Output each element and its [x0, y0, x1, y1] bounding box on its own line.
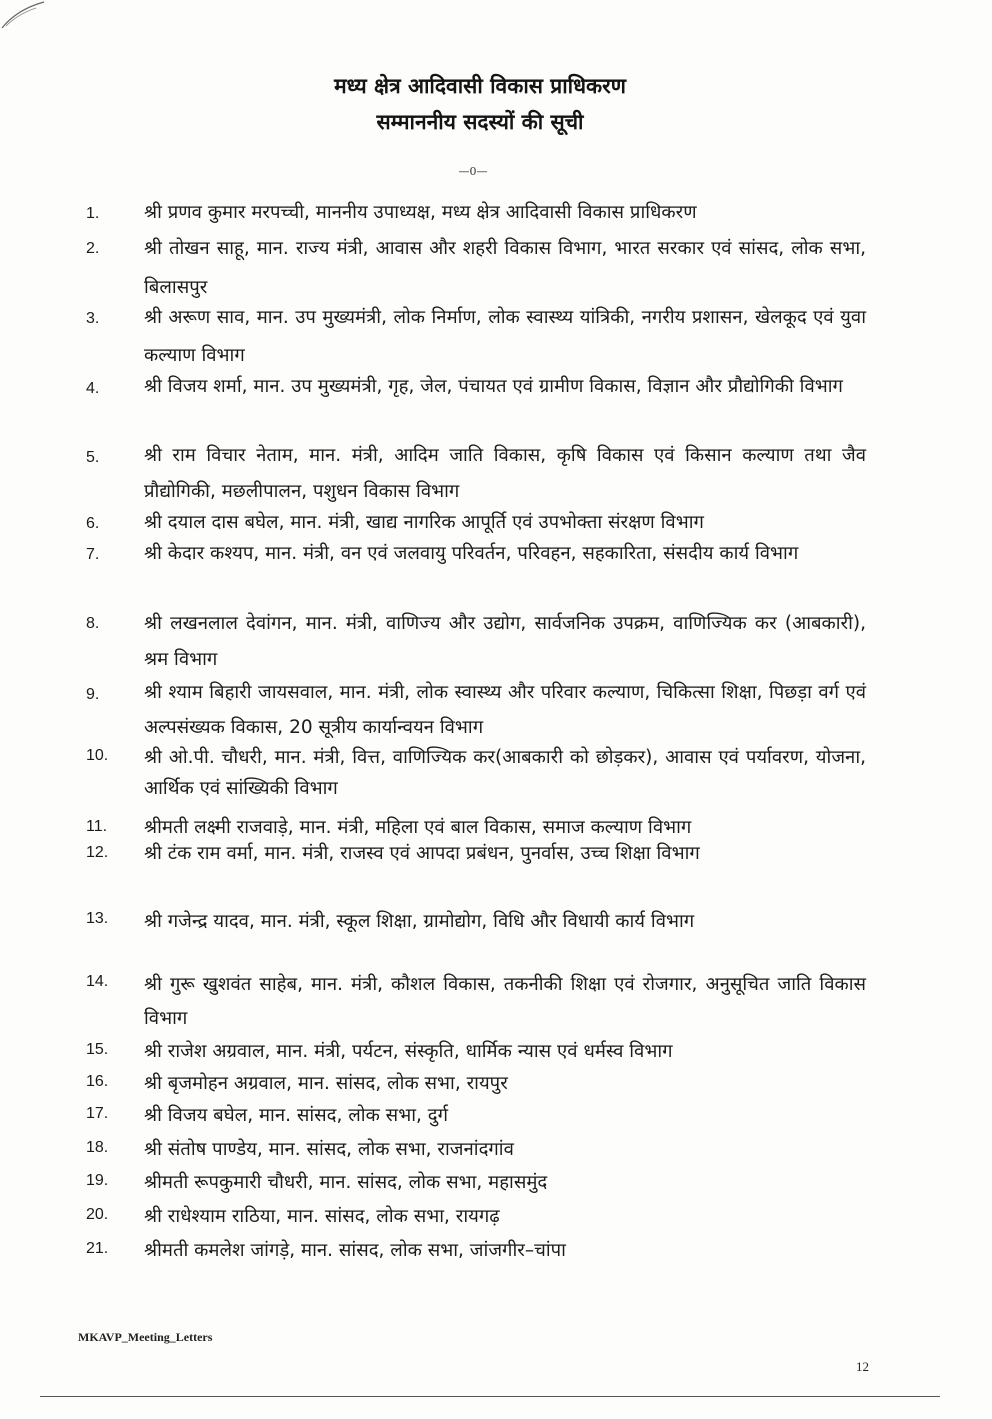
item-text: श्री गजेन्द्र यादव, मान. मंत्री, स्कूल शिक्षा, ग्रामोद्योग, विधि और विधायी कार्य विभाग	[144, 911, 695, 932]
item-text: श्री टंक राम वर्मा, मान. मंत्री, राजस्व एवं आपदा प्रबंधन, पुनर्वास, उच्च शिक्षा विभाग	[144, 843, 700, 864]
item-number: 17.	[86, 1105, 109, 1122]
item-text: श्री विजय शर्मा, मान. उप मुख्यमंत्री, गृह, जेल, पंचायत एवं ग्रामीण विकास, विज्ञान और प्रौद्योगिकी विभाग	[144, 376, 843, 397]
title-line-1: मध्य क्षेत्र आदिवासी विकास प्राधिकरण	[334, 74, 626, 98]
item-number: 18.	[86, 1139, 109, 1156]
item-text: श्री तोखन साहू, मान. राज्य मंत्री, आवास और शहरी विकास विभाग, भारत सरकार एवं सांसद, लोक सभा, बिलासपुर	[144, 238, 866, 298]
item-number: 9.	[86, 686, 100, 703]
item-number: 21.	[86, 1240, 109, 1257]
item-text: श्री केदार कश्यप, मान. मंत्री, वन एवं जलवायु परिवर्तन, परिवहन, सहकारिता, संसदीय कार्य विभाग	[144, 543, 799, 564]
item-number: 1.	[86, 205, 100, 222]
item-text: श्री ओ.पी. चौधरी, मान. मंत्री, वित्त, वाणिज्यिक कर(आबकारी को छोड़कर), आवास एवं पर्यावरण, योजना, आर्थिक एवं सांख्यिकी विभाग	[144, 747, 866, 799]
item-number: 4.	[86, 380, 100, 397]
item-number: 14.	[86, 973, 109, 990]
item-text: श्री श्याम बिहारी जायसवाल, मान. मंत्री, लोक स्वास्थ्य और परिवार कल्याण, चिकित्सा शिक्षा, पिछड़ा वर्ग एवं अल्पसंख्यक विकास, 20 सूत्रीय कार्यान्वयन विभाग	[144, 682, 866, 738]
item-number: 10.	[86, 747, 109, 764]
item-text: श्री प्रणव कुमार मरपच्ची, माननीय उपाध्यक्ष, मध्य क्षेत्र आदिवासी विकास प्राधिकरण	[144, 202, 697, 223]
item-number: 16.	[86, 1073, 109, 1090]
item-text: श्रीमती रूपकुमारी चौधरी, मान. सांसद, लोक सभा, महासमुंद	[144, 1172, 548, 1193]
item-number: 15.	[86, 1041, 109, 1058]
bottom-rule	[40, 1396, 940, 1397]
item-number: 11.	[86, 818, 108, 835]
item-text: श्री राम विचार नेताम, मान. मंत्री, आदिम जाति विकास, कृषि विकास एवं किसान कल्याण तथा जैव प्रौद्योगिकी, मछलीपालन, पशुधन विकास विभाग	[144, 445, 866, 502]
item-text: श्री गुरू खुशवंत साहेब, मान. मंत्री, कौशल विकास, तकनीकी शिक्षा एवं रोजगार, अनुसूचित जाति विकास विभाग	[144, 974, 866, 1029]
title-divider: —0—	[458, 165, 488, 178]
item-number: 5.	[86, 449, 100, 466]
item-number: 7.	[86, 546, 100, 563]
footer-reference: MKAVP_Meeting_Letters	[78, 1330, 213, 1344]
item-number: 6.	[86, 515, 100, 532]
item-text: श्री लखनलाल देवांगन, मान. मंत्री, वाणिज्य और उद्योग, सार्वजनिक उपक्रम, वाणिज्यिक कर (आबकारी), श्रम विभाग	[144, 613, 866, 670]
item-text: श्रीमती लक्ष्मी राजवाड़े, मान. मंत्री, महिला एवं बाल विकास, समाज कल्याण विभाग	[144, 817, 692, 838]
item-text: श्रीमती कमलेश जांगड़े, मान. सांसद, लोक सभा, जांजगीर–चांपा	[144, 1240, 566, 1261]
item-text: श्री विजय बघेल, मान. सांसद, लोक सभा, दुर्ग	[144, 1105, 448, 1126]
item-number: 13.	[86, 910, 109, 927]
item-number: 12.	[86, 844, 109, 861]
item-text: श्री राजेश अग्रवाल, मान. मंत्री, पर्यटन, संस्कृति, धार्मिक न्यास एवं धर्मस्व विभाग	[144, 1041, 673, 1062]
item-number: 20.	[86, 1206, 109, 1223]
item-number: 2.	[86, 240, 100, 257]
item-text: श्री संतोष पाण्डेय, मान. सांसद, लोक सभा, राजनांदगांव	[144, 1139, 514, 1160]
item-text: श्री अरूण साव, मान. उप मुख्यमंत्री, लोक निर्माण, लोक स्वास्थ्य यांत्रिकी, नगरीय प्रशासन, खेलकूद एवं युवा कल्याण विभाग	[144, 307, 866, 366]
item-number: 3.	[86, 310, 100, 327]
title-line-2: सम्माननीय सदस्यों की सूची	[376, 110, 584, 134]
item-number: 8.	[86, 615, 100, 632]
item-text: श्री बृजमोहन अग्रवाल, मान. सांसद, लोक सभा, रायपुर	[144, 1073, 508, 1094]
item-text: श्री राधेश्याम राठिया, मान. सांसद, लोक सभा, रायगढ़	[144, 1206, 500, 1227]
page-number: 12	[856, 1359, 869, 1374]
item-number: 19.	[86, 1172, 109, 1189]
item-text: श्री दयाल दास बघेल, मान. मंत्री, खाद्य नागरिक आपूर्ति एवं उपभोक्ता संरक्षण विभाग	[144, 512, 704, 533]
